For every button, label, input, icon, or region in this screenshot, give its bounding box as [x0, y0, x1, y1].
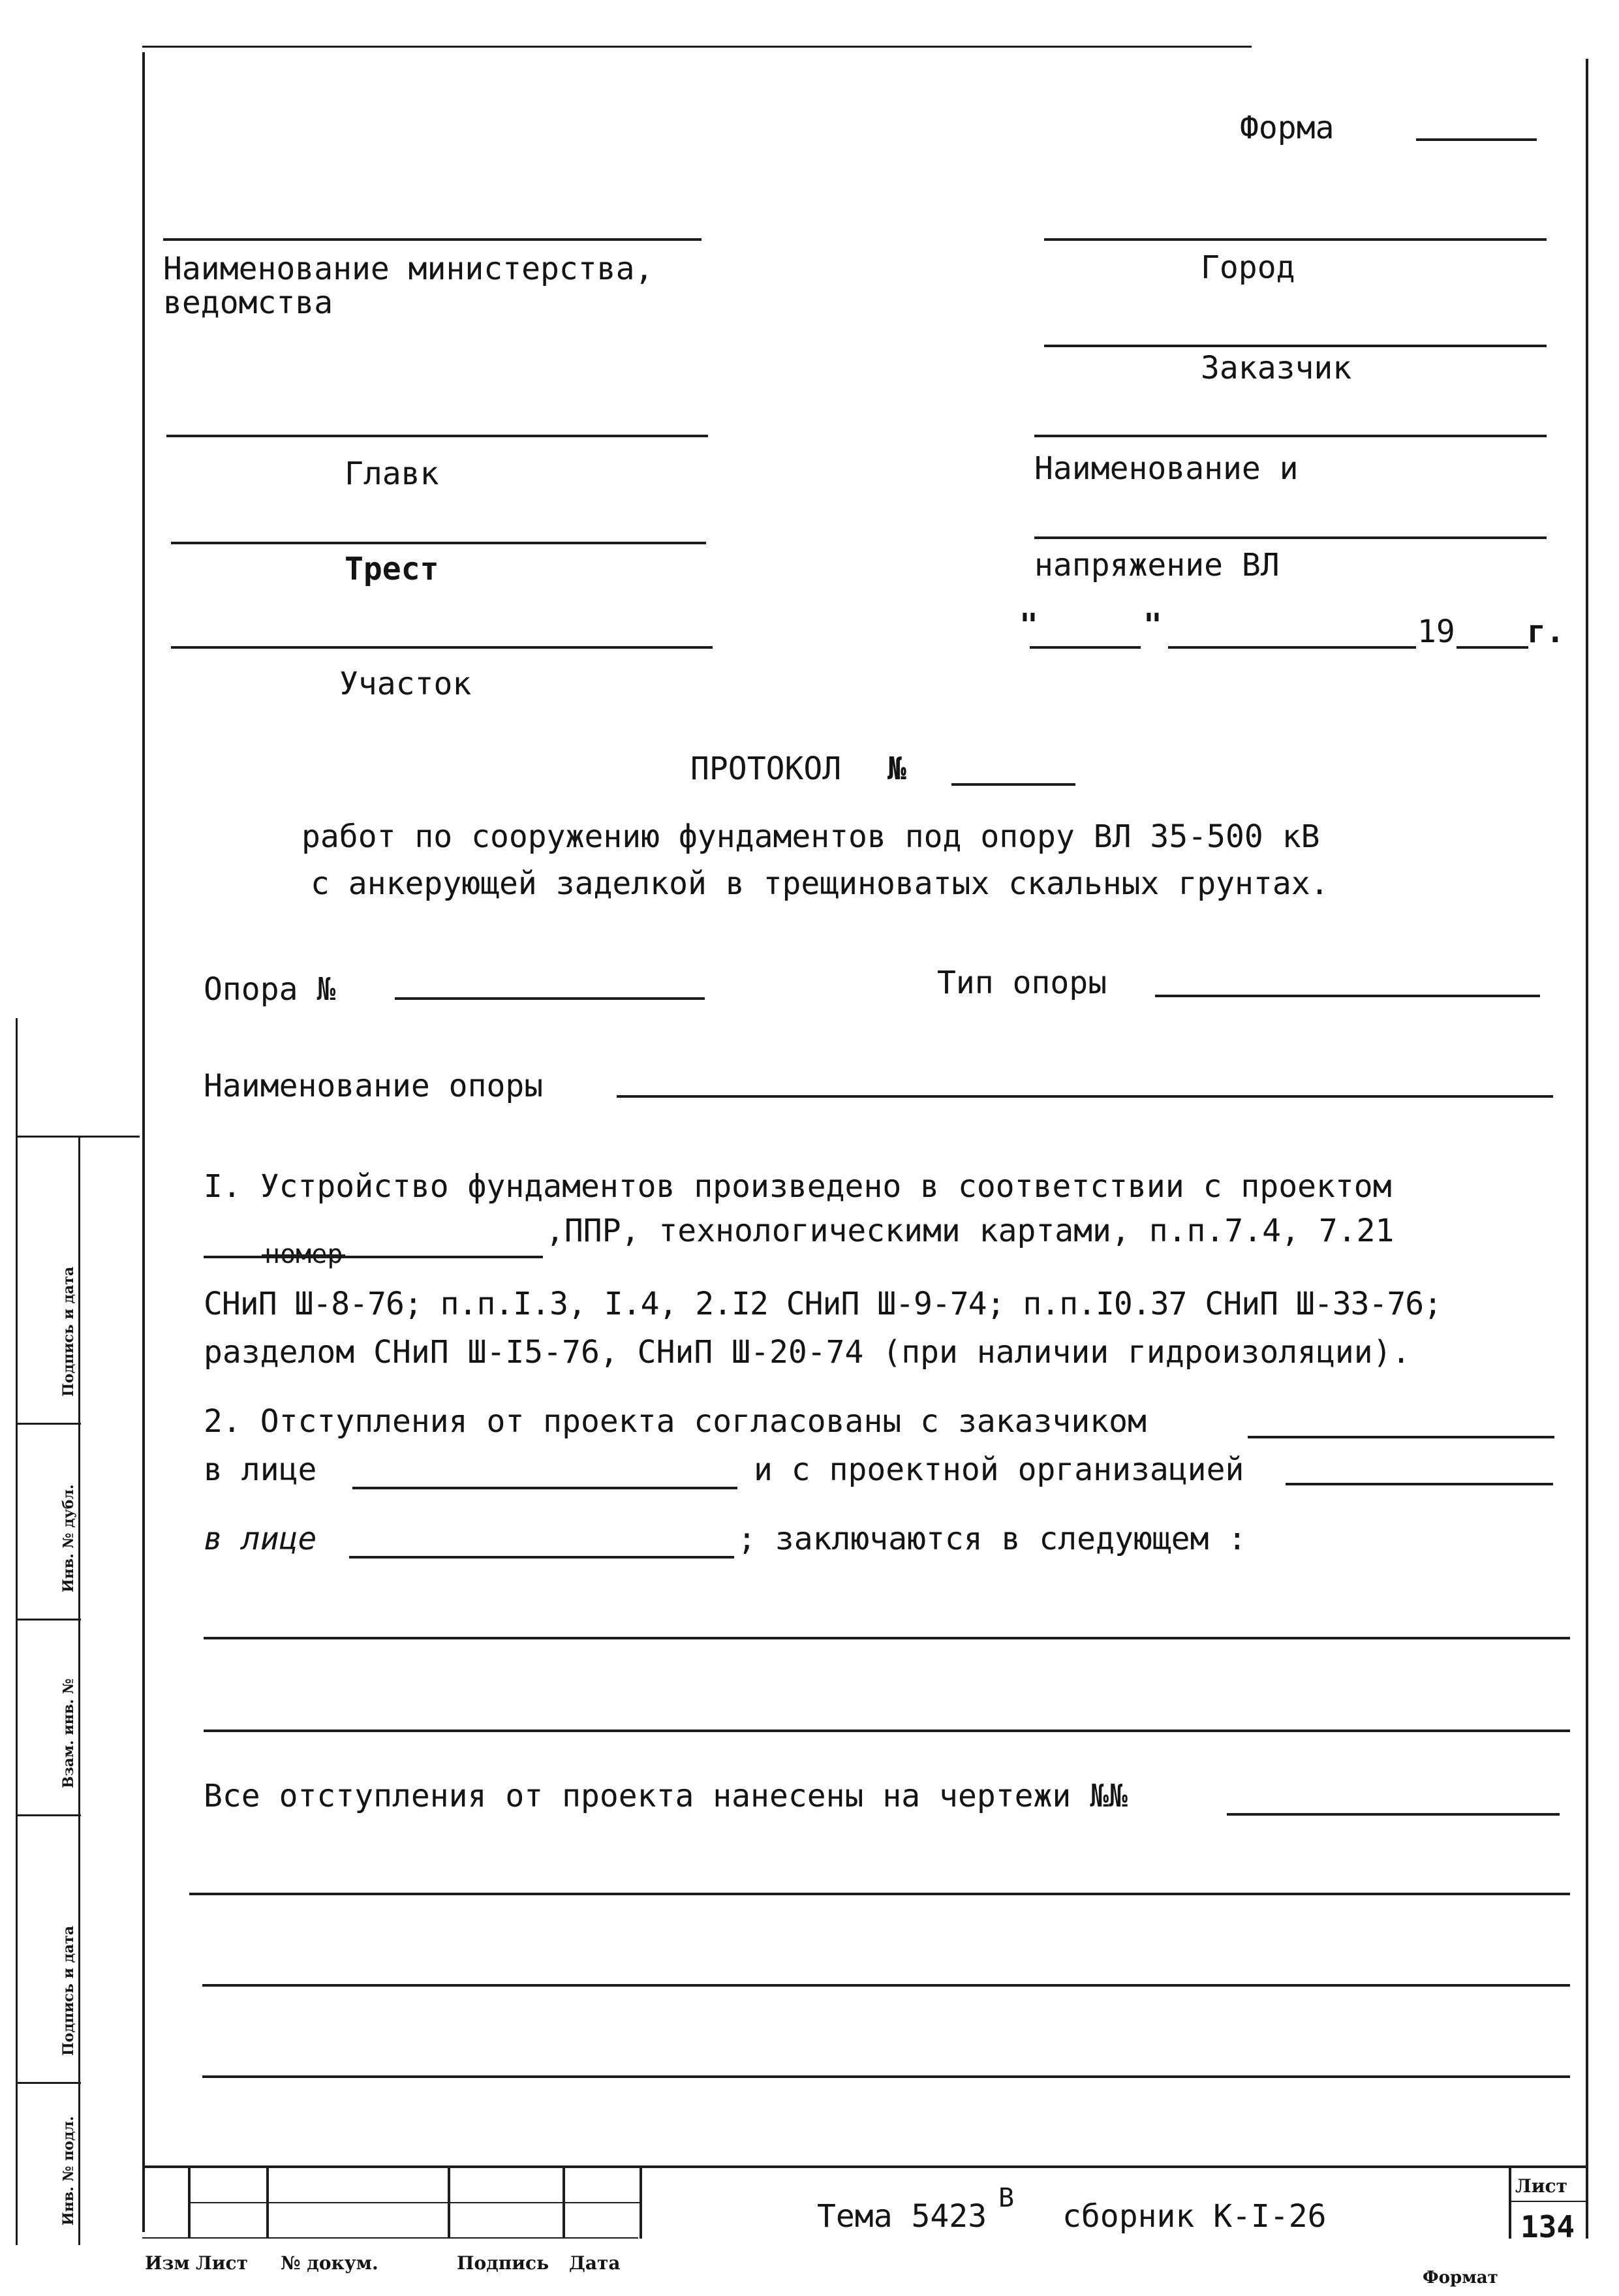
vl-name-label: Наименование и — [1034, 450, 1299, 487]
design-person-line — [349, 1556, 734, 1559]
support-name-label: Наименование опоры — [204, 1068, 544, 1104]
trest-line — [171, 542, 706, 544]
protocol-number-line — [951, 783, 1075, 786]
date-year-prefix: 19 — [1417, 613, 1455, 650]
city-line — [1044, 238, 1547, 241]
paragraph-2-line-2a: в лице — [204, 1451, 317, 1488]
support-name-line — [617, 1095, 1553, 1098]
stamp-row-line — [189, 2202, 640, 2203]
protocol-number-sign: № — [887, 751, 906, 787]
margin-sep-4 — [16, 1814, 81, 1816]
margin-inner-line — [78, 1136, 80, 2245]
trest-label: Трест — [345, 551, 439, 587]
format-label: Формат — [1423, 2268, 1498, 2288]
margin-outer-line — [16, 1018, 18, 2245]
support-type-line — [1155, 995, 1540, 997]
date-month-line — [1168, 646, 1416, 649]
paragraph-2-line-3b: ; заключаются в следующем : — [737, 1521, 1247, 1557]
drawings-number-line — [1227, 1813, 1560, 1816]
sheet-label: Лист — [1515, 2175, 1567, 2197]
margin-sep-5 — [16, 2082, 81, 2084]
subtitle-line-1: работ по сооружению фундаментов под опору ВЛ 35-500 кВ — [301, 818, 1320, 855]
ministry-label-2: ведомства — [163, 285, 333, 321]
ministry-line — [163, 238, 702, 241]
theme-superscript: В — [998, 2183, 1015, 2213]
paragraph-2-line-2b: и с проектной организацией — [754, 1451, 1244, 1488]
date-year-line — [1457, 646, 1528, 649]
project-number-caption — [264, 1240, 343, 1269]
vl-name-line — [1034, 435, 1547, 437]
deviation-line-1 — [204, 1637, 1570, 1639]
margin-sep-3 — [16, 1619, 81, 1621]
vl-voltage-line — [1034, 536, 1547, 539]
section-label: Участок — [339, 666, 472, 702]
city-label: Город — [1201, 249, 1295, 286]
customer-agreement-line — [1248, 1436, 1554, 1438]
paragraph-2-line-1: 2. Отступления от проекта согласованы с заказчиком — [204, 1403, 1147, 1440]
collection-label: сборник К-I-26 — [1062, 2198, 1327, 2235]
stamp-col-izm: Изм — [145, 2252, 190, 2274]
drawings-label: Все отступления от проекта нанесены на чертежи №№ — [204, 1778, 1128, 1814]
support-label: Опора № — [204, 971, 336, 1008]
stamp-divider-6 — [1509, 2167, 1511, 2239]
stamp-col-doc: № докум. — [281, 2252, 378, 2274]
protocol-label: ПРОТОКОЛ — [690, 751, 842, 787]
project-number-line — [204, 1256, 543, 1258]
stamp-top-line — [142, 2165, 1586, 2168]
sheet-number: 134 — [1520, 2209, 1575, 2244]
date-year-suffix: г. — [1527, 613, 1565, 650]
paragraph-2-line-3a: в лице — [204, 1521, 317, 1557]
forma-line — [1416, 138, 1537, 141]
customer-label: Заказчик — [1201, 350, 1352, 386]
forma-label: Форма — [1240, 110, 1334, 146]
date-quote-open: " — [1019, 607, 1038, 644]
date-quote-close: " — [1143, 607, 1162, 644]
glavk-label: Главк — [345, 456, 439, 492]
support-number-line — [395, 997, 705, 1000]
frame-left-border — [142, 52, 145, 2232]
section-line — [171, 646, 713, 649]
paragraph-1-line-4: разделом СНиП Ш-I5-76, СНиП Ш-20-74 (при наличии гидроизоляции). — [204, 1334, 1411, 1371]
margin-vzam-inv: Взам. инв. № — [60, 1678, 77, 1788]
stamp-col-list: Лист — [196, 2252, 248, 2274]
subtitle-line-2: с анкерующей заделкой в трещиноватых скальных грунтах. — [311, 865, 1329, 902]
date-day-line — [1030, 646, 1141, 649]
paragraph-1-line-2: ,ППР, технологическими картами, п.п.7.4, 7.21 — [546, 1213, 1395, 1249]
frame-right-border — [1586, 59, 1588, 2239]
margin-sign-date-2: Подпись и дата — [60, 1925, 77, 2056]
margin-sep-2 — [16, 1423, 81, 1425]
margin-inv-dubl: Инв. № дубл. — [60, 1484, 77, 1592]
project-number-caption-text: номер — [264, 1239, 343, 1269]
customer-line — [1044, 345, 1547, 347]
stamp-divider-5 — [640, 2167, 642, 2239]
customer-person-line — [352, 1487, 737, 1489]
drawings-line-1 — [189, 1893, 1570, 1895]
design-org-line — [1286, 1483, 1553, 1485]
paragraph-1-line-3: СНиП Ш-8-76; п.п.I.3, I.4, 2.I2 СНиП Ш-9-74; п.п.I0.37 СНиП Ш-33-76; — [204, 1286, 1442, 1322]
theme-label: Тема 5423 — [817, 2198, 987, 2235]
paragraph-1-line-1: I. Устройство фундаментов произведено в соответствии с проектом — [204, 1168, 1392, 1205]
stamp-bottom-line — [142, 2237, 638, 2239]
stamp-col-date: Дата — [569, 2252, 621, 2274]
margin-sep-1 — [16, 1136, 140, 1138]
support-type-label: Тип опоры — [937, 965, 1107, 1001]
deviation-line-2 — [204, 1730, 1570, 1732]
ministry-label: Наименование министерства, — [163, 251, 654, 287]
drawings-line-3 — [202, 2075, 1570, 2078]
vl-voltage-label: напряжение ВЛ — [1034, 547, 1280, 583]
glavk-line — [166, 435, 708, 437]
stamp-col-sign: Подпись — [457, 2252, 549, 2274]
frame-top-border — [142, 46, 1252, 48]
margin-inv-orig: Инв. № подл. — [60, 2116, 77, 2226]
drawings-line-2 — [202, 1984, 1570, 1987]
margin-sign-date-1: Подпись и дата — [60, 1266, 77, 1397]
